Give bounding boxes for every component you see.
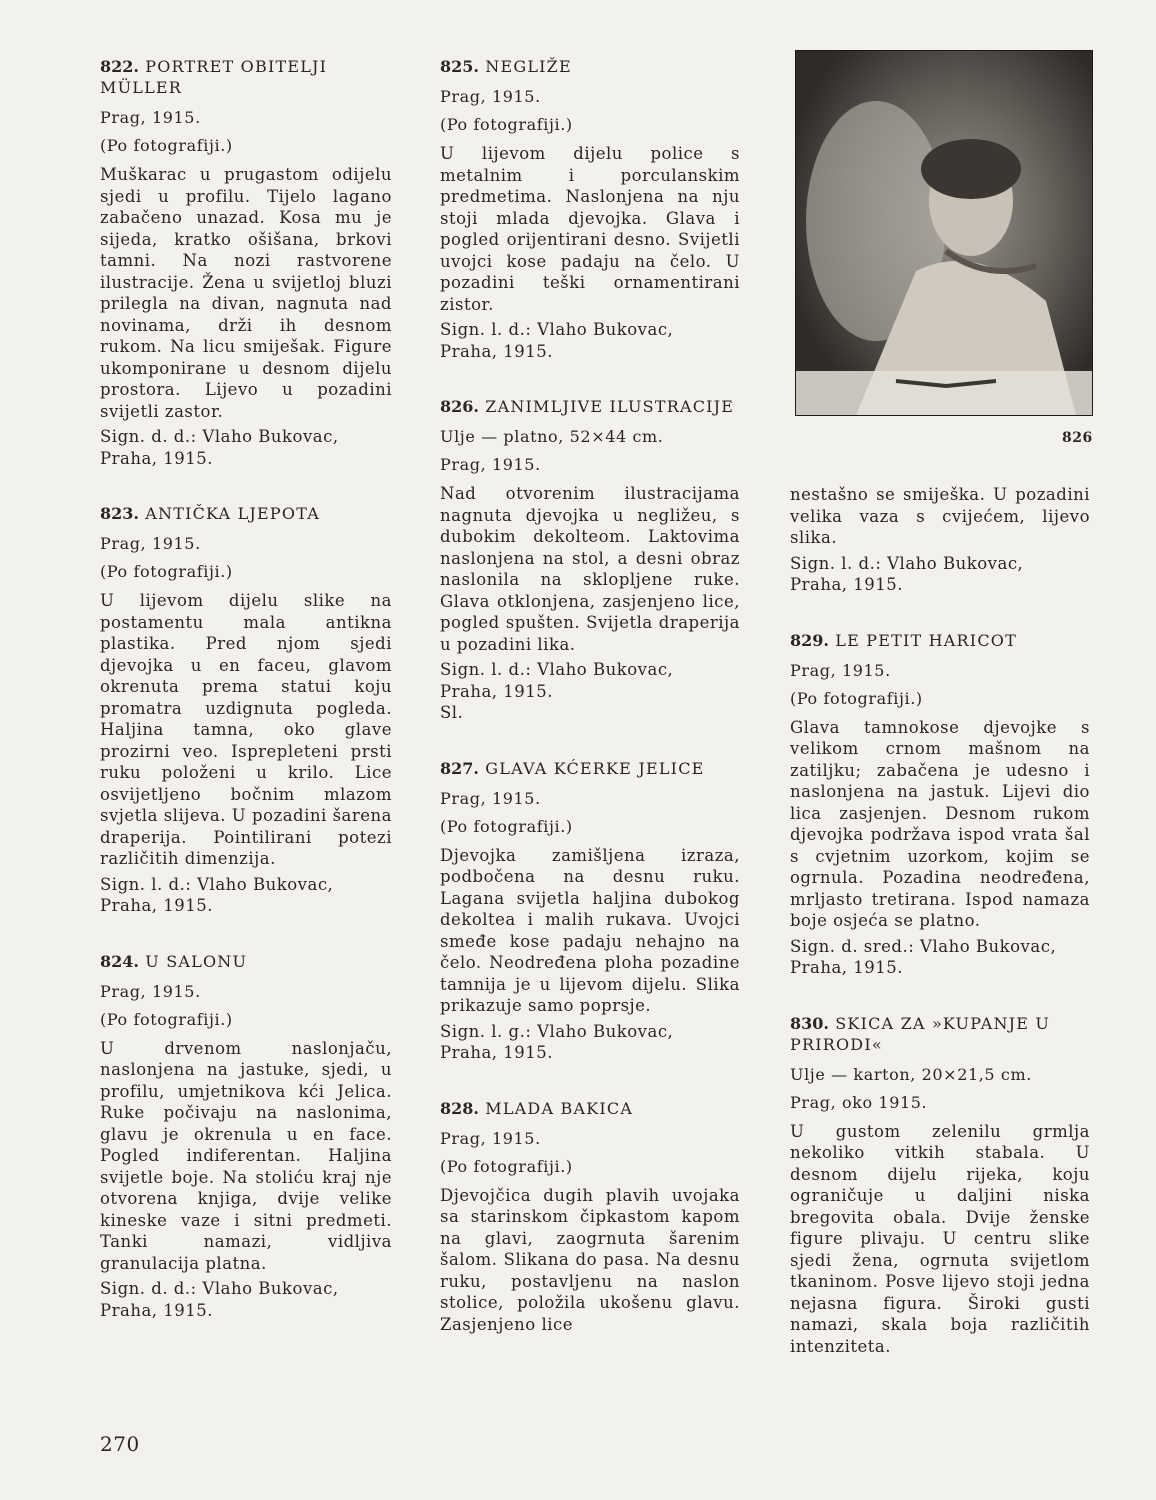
catalogue-entry-828 [440,1098,740,1336]
column-left [100,56,392,1355]
entry-signature: Sign. d. d.: Vlaho Bukovac, [100,1279,339,1298]
entry-description: nestašno se smiješka. U pozadini velika vaza s cvijećem, lijevo slika. [790,485,1090,547]
painting-photo [795,50,1093,416]
entry-heading: 822. PORTRET OBITELJI MÜLLER [100,57,328,97]
entry-meta: (Po fotografiji.) [790,688,923,708]
photo-caption: 826 [1062,430,1093,446]
entry-meta: (Po fotografiji.) [440,816,573,836]
entry-meta: Ulje — karton, 20×21,5 cm. [790,1064,1032,1084]
entry-meta: (Po fotografiji.) [440,115,573,134]
entry-signature: Praha, 1915. [440,681,554,701]
entry-meta: Prag, 1915. [100,108,201,127]
entry-signature: Praha, 1915. [790,958,904,977]
entry-heading: 823. ANTIČKA LJEPOTA [100,504,320,523]
column-middle [440,56,740,1369]
entry-meta: Prag, oko 1915. [790,1092,928,1112]
entry-signature: Sign. d. d.: Vlaho Bukovac, [100,427,339,446]
entry-description: U lijevom dijelu police s metalnim i porculanskim predmetima. Naslonjena na nju stoji mlada djevojka. Glava i pogled orijentirani desno. Svijetli uvojci kose padaju na čelo. U pozadini teški ornamentirani zistor. [440,144,740,314]
entry-meta: Prag, 1915. [440,455,541,474]
catalogue-entry-825 [440,56,740,362]
entry-meta: Prag, 1915. [100,981,201,1001]
entry-description: U gustom zelenilu grmlja nekoliko vitkih stabala. U desnom dijelu rijeka, koju ograničuje u daljini niska bregovita obala. Dvije ženske figure plivaju. U centru slike sjedi žena, ogrnuta svijetlom tkaninom. Posve lijevo stoji jedna nejasna figura. Široki gusti namazi, skala boja različitih intenziteta. [790,1121,1090,1356]
entry-signature: Praha, 1915. [100,896,214,915]
entry-signature: Sign. l. d.: Vlaho Bukovac, [790,553,1024,573]
portrait-illustration [796,51,1092,415]
entry-description: Djevojčica dugih plavih uvojaka sa starinskom čipkastom kapom na glavi, zaogrnuta šarenim šalom. Slikana do pasa. Na desnu ruku, postavljenu na naslon stolice, položila ukošenu glavu. Zasjenjeno lice [440,1185,740,1334]
catalogue-entry-824 [100,951,392,1322]
entry-description: U lijevom dijelu slike na postamentu mala antikna plastika. Pred njom sjedi djevojka u en faceu, glavom okrenuta prema statui koju promatra uzdignuta pogleda. Haljina tamna, oko glave prozirni veo. Isprepleteni prsti ruku položeni u krilo. Lice osvijetljeno bočnim mlazom svjetla slijeva. U pozadini šarena draperija. Pointilirani potezi različitih dimenzija. [100,591,392,868]
entry-meta: Prag, 1915. [790,660,891,680]
entry-meta: (Po fotografiji.) [440,1156,573,1176]
entry-heading: 828. MLADA BAKICA [440,1098,634,1118]
entry-heading: 825. NEGLIŽE [440,57,572,76]
catalogue-entry-828-continuation [790,484,1090,596]
entry-meta: Prag, 1915. [440,1128,541,1148]
entry-heading: 829. LE PETIT HARICOT [790,630,1017,650]
catalogue-entry-826 [440,396,740,724]
entry-signature: Praha, 1915. [100,448,214,468]
catalogue-entry-830 [790,1013,1090,1358]
entry-meta: Ulje — platno, 52×44 cm. [440,427,664,446]
catalogue-entry-827 [440,758,740,1064]
entry-description: Nad otvorenim ilustracijama nagnuta djevojka u negližeu, s dubokim dekolteom. Laktovima naslonjena na stol, a desni obraz naslonila na sklopljene ruke. Glava otklonjena, zasjenjeno lice, pogled spušten. Svijetla draperija u pozadini lika. [440,484,740,654]
entry-meta: Prag, 1915. [440,87,541,106]
entry-signature: Praha, 1915. [440,341,554,361]
entry-heading: 824. U SALONU [100,951,248,971]
entry-signature: Sign. l. g.: Vlaho Bukovac, [440,1021,674,1041]
catalogue-entry-829 [790,630,1090,979]
catalogue-entry-822 [100,56,392,469]
catalogue-entry-823 [100,503,392,917]
entry-meta: Prag, 1915. [100,534,201,553]
page-number: 270 [100,1432,140,1456]
entry-heading: 826. ZANIMLJIVE ILUSTRACIJE [440,397,735,416]
entry-illustration-ref: Sl. [440,703,464,722]
entry-heading: 827. GLAVA KĆERKE JELICE [440,758,705,778]
entry-meta: (Po fotografiji.) [100,562,233,581]
entry-description: Muškarac u prugastom odijelu sjedi u profilu. Tijelo lagano zabačeno unazad. Kosa mu je sijeda, kratko ošišana, brkovi tamni. Na nozi rastvorene ilustracije. Žena u svijetloj bluzi prilegla na divan, nagnuta nad novinama, drži ih desnom rukom. Na licu smiješak. Figure ukomponirane u desnom dijelu prostora. Lijevo u pozadini svijetli zastor. [100,165,392,421]
entry-description: U drvenom naslonjaču, naslonjena na jastuke, sjedi, u profilu, umjetnikova kći Jelica. Ruke počivaju na naslonima, glavu je okrenula u en face. Pogled indiferentan. Haljina svijetle boje. Na stoliću kraj nje otvorena knjiga, dvije velike kineske vaze i sitni predmeti. Tanki namazi, vidljiva granulacija platna. [100,1038,392,1273]
entry-signature: Sign. d. sred.: Vlaho Bukovac, [790,936,1057,956]
entry-meta: (Po fotografiji.) [100,136,233,155]
entry-signature: Sign. l. d.: Vlaho Bukovac, [440,660,674,679]
column-right [790,484,1090,1391]
entry-signature: Praha, 1915. [440,1043,554,1062]
entry-signature: Praha, 1915. [790,575,904,594]
entry-signature: Sign. l. d.: Vlaho Bukovac, [100,874,334,894]
entry-meta: Prag, 1915. [440,788,541,808]
entry-meta: (Po fotografiji.) [100,1009,233,1029]
entry-description: Djevojka zamišljena izraza, podbočena na desnu ruku. Lagana svijetla haljina dubokog dekoltea i malih rukava. Uvojci smeđe kose padaju nehajno na čelo. Neodređena ploha pozadine tamnija je u lijevom dijelu. Slika prikazuje samo poprsje. [440,845,740,1015]
entry-description: Glava tamnokose djevojke s velikom crnom mašnom na zatiljku; zabačena je udesno i naslonjena na jastuk. Lijevi dio lica zasjenjen. Desnom rukom djevojka podržava ispod vrata šal s cvjetnim uzorkom, kojim se ogrnula. Pozadina neodređena, mrljasto tretirana. Ispod namaza boje osjeća se platno. [790,717,1090,930]
entry-signature: Sign. l. d.: Vlaho Bukovac, [440,320,674,339]
entry-heading: 830. SKICA ZA »KUPANJE U PRIRODI« [790,1013,1051,1054]
entry-signature: Praha, 1915. [100,1300,214,1320]
